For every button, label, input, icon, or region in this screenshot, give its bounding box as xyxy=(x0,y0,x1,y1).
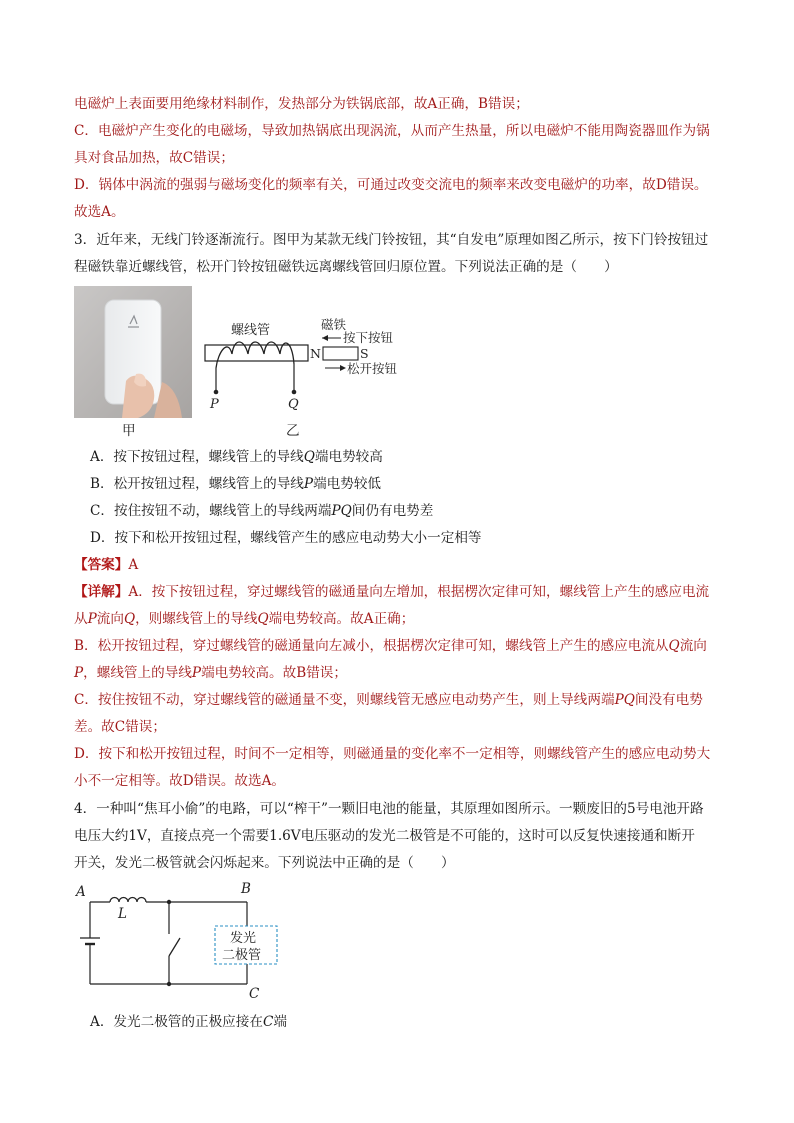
q3-detail-b-line2: P，螺线管上的导线P端电势较高。故B错误； xyxy=(74,665,347,681)
terminal-p-label: P xyxy=(210,397,219,412)
q3-detail-c-line1: C．按住按钮不动，穿过螺线管的磁通量不变，则螺线管无感应电动势产生，则上导线两端PQ间没有电势 xyxy=(74,692,703,708)
q3-detail-c-line2: 差。故C错误； xyxy=(74,719,166,735)
prev-conclusion: 故选A。 xyxy=(74,204,125,220)
q3-detail-d-line2: 小不一定相等。故D错误。故选A。 xyxy=(74,773,286,789)
node-a-label: A xyxy=(76,884,86,900)
solenoid-diagram xyxy=(200,312,430,412)
doorbell-photo xyxy=(74,286,192,418)
q4-option-a: A．发光二极管的正极应接在C端 xyxy=(90,1014,287,1030)
prev-explanation-line: 电磁炉上表面要用绝缘材料制作，发热部分为铁锅底部，故A正确，B错误； xyxy=(74,96,529,112)
magnet-label: 磁铁 xyxy=(321,317,347,332)
q3-option-b: B．松开按钮过程，螺线管上的导线P端电势较低 xyxy=(90,476,382,492)
q3-option-d: D．按下和松开按钮过程，螺线管产生的感应电动势大小一定相等 xyxy=(90,530,482,546)
q3-detail-a-line1: 【详解】A．按下按钮过程，穿过螺线管的磁通量向左增加，根据楞次定律可知，螺线管上产生的感应电流 xyxy=(74,584,710,600)
q3-detail-a-line2: 从P流向Q，则螺线管上的导线Q端电势较高。故A正确； xyxy=(74,611,415,627)
figure-label-jia: 甲 xyxy=(122,423,136,439)
pole-n-label: N xyxy=(310,346,321,361)
node-c-label: C xyxy=(249,986,260,1002)
led-label-line2: 二极管 xyxy=(222,948,262,963)
q3-stem-line1: 3．近年来，无线门铃逐渐流行。图甲为某款无线门铃按钮，其“自发电”原理如图乙所示，按下门铃按钮过 xyxy=(74,232,709,248)
q3-option-a: A．按下按钮过程，螺线管上的导线Q端电势较高 xyxy=(90,449,383,465)
q3-detail-b-line1: B．松开按钮过程，穿过螺线管的磁通量向左减小，根据楞次定律可知，螺线管上产生的感应电流从Q流向 xyxy=(74,638,707,654)
q3-option-c: C．按住按钮不动，螺线管上的导线两端PQ间仍有电势差 xyxy=(90,503,434,519)
joule-thief-circuit xyxy=(72,878,292,1004)
solenoid-label: 螺线管 xyxy=(231,323,271,338)
figure-label-yi: 乙 xyxy=(286,423,300,439)
q3-detail-d-line1: D．按下和松开按钮过程，时间不一定相等，则磁通量的变化率不一定相等，则螺线管产生的感应电动势大 xyxy=(74,746,711,762)
led-label-line1: 发光 xyxy=(230,931,257,946)
prev-explanation-c-line1: C．电磁炉产生变化的电磁场，导致加热锅底出现涡流，从而产生热量，所以电磁炉不能用陶瓷器皿作为锅 xyxy=(74,123,710,139)
q4-stem-line2: 电压大约1V，直接点亮一个需要1.6V电压驱动的发光二极管是不可能的，这时可以反复快速接通和断开 xyxy=(74,828,695,844)
release-button-label: 松开按钮 xyxy=(347,361,398,376)
prev-explanation-c-line2: 具对食品加热，故C错误； xyxy=(74,150,234,166)
prev-explanation-d-line: D．锅体中涡流的强弱与磁场变化的频率有关，可通过改变交流电的频率来改变电磁炉的功率，故D错误。 xyxy=(74,177,708,193)
q4-stem-line3: 开关，发光二极管就会闪烁起来。下列说法中正确的是（ ） xyxy=(74,855,455,871)
inductor-coil xyxy=(110,898,146,903)
node-b-label: B xyxy=(241,881,251,897)
q3-answer: 【答案】A xyxy=(74,557,139,573)
q4-stem-line1: 4．一种叫“焦耳小偷”的电路，可以“榨干”一颗旧电池的能量，其原理如图所示。一颗废旧的5号电池开路 xyxy=(74,801,704,817)
q3-stem-line2: 程磁铁靠近螺线管，松开门铃按钮磁铁远离螺线管回归原位置。下列说法正确的是（ ） xyxy=(74,259,618,275)
pole-s-label: S xyxy=(360,346,369,361)
terminal-q-label: Q xyxy=(288,397,299,412)
inductor-l-label: L xyxy=(118,906,127,922)
magnet-bar xyxy=(323,347,358,360)
press-button-label: 按下按钮 xyxy=(343,330,394,345)
switch-lever xyxy=(169,938,180,956)
coil-winding xyxy=(216,342,294,368)
